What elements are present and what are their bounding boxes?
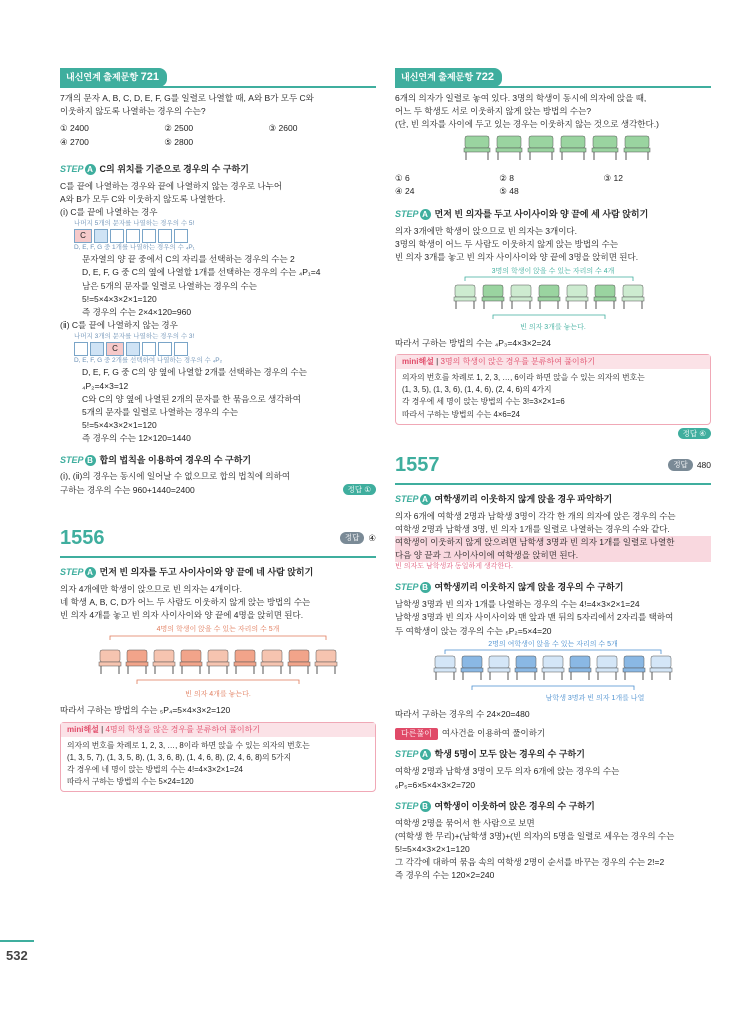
option: ④ 24 bbox=[395, 185, 415, 196]
box bbox=[174, 229, 188, 243]
chairs-figure-1557 bbox=[395, 638, 711, 704]
text-line: ₄P₂=4×3=12 bbox=[82, 380, 129, 391]
page-number-rule bbox=[0, 940, 34, 942]
answer-label: 정답 bbox=[347, 484, 363, 494]
chair-icon bbox=[515, 656, 537, 680]
chair-icon bbox=[434, 656, 456, 680]
page-number: 532 bbox=[6, 948, 28, 963]
text-span: 구하는 경우의 수는 960+1440=2400 bbox=[60, 484, 195, 495]
figure-caption-top: 3명의 학생이 앉을 수 있는 자리의 수 4개 bbox=[491, 267, 615, 275]
option: ② 8 bbox=[499, 172, 514, 183]
step-title: 여학생이 이웃하여 앉은 경우의 수 구하기 bbox=[434, 800, 595, 811]
text-line: A와 B가 모두 C와 이웃하지 않도록 나열한다. bbox=[60, 193, 226, 204]
box bbox=[126, 342, 140, 356]
box bbox=[94, 229, 108, 243]
step-tag: B bbox=[420, 582, 431, 593]
mini-title: 4명의 학생을 않은 경우를 분류하여 풀이하기 bbox=[105, 724, 261, 734]
text-line: 즉 경우의 수는 120×2=240 bbox=[395, 870, 495, 881]
text-line: C를 끝에 나열하는 경우와 끝에 나열하지 않는 경우로 나누어 bbox=[60, 180, 283, 191]
header-num: 722 bbox=[475, 71, 494, 83]
chairs-figure-1556 bbox=[60, 622, 376, 700]
other-title: 여사건을 이용하여 풀이하기 bbox=[441, 728, 546, 739]
highlight-line: 여학생이 이웃하지 않게 앉으려면 남학생 3명과 빈 의자 1개를 일렬로 나열한 bbox=[395, 536, 711, 549]
chair-icon bbox=[180, 650, 202, 674]
text-line: (여학생 한 무리)+(남학생 3명)+(빈 의자)의 5명을 일렬로 세우는 경우의 수는 bbox=[395, 830, 675, 841]
chair-icon bbox=[234, 650, 256, 674]
chair-group bbox=[99, 636, 337, 684]
chair-icon bbox=[461, 656, 483, 680]
step-tag: A bbox=[85, 567, 96, 578]
chair-icon bbox=[153, 650, 175, 674]
option: ③ 12 bbox=[603, 172, 623, 183]
chair-icon bbox=[288, 650, 310, 674]
step-tag: A bbox=[420, 209, 431, 220]
answer-value: ④ bbox=[368, 532, 376, 543]
box-c: C bbox=[74, 229, 92, 243]
step-tag: A bbox=[420, 494, 431, 505]
case-title: (ⅰ) C를 끝에 나열하는 경우 bbox=[60, 207, 158, 218]
chair-icon bbox=[99, 650, 121, 674]
text-line: 남학생 3명과 빈 의자 1개를 나열하는 경우의 수는 4!=4×3×2×1=24 bbox=[395, 599, 640, 610]
brace-line bbox=[137, 680, 299, 684]
chair-icon bbox=[594, 285, 616, 309]
step-tag: A bbox=[85, 164, 96, 175]
text-line bbox=[60, 484, 376, 497]
question-line: 6개의 의자가 일렬로 놓여 있다. 3명의 학생이 동시에 의자에 앉을 때, bbox=[395, 93, 647, 104]
step-title: 여학생끼리 이웃하지 않게 앉을 경우의 수 구하기 bbox=[434, 582, 624, 593]
diagram-caption: 나머지 3개의 문자를 나열하는 경우의 수 3! bbox=[74, 333, 195, 341]
text-line: 남학생 3명과 빈 의자 사이사이와 맨 앞과 맨 뒤의 5자리에서 2자리를 택하여 bbox=[395, 612, 674, 623]
brace-line bbox=[445, 650, 661, 654]
chair-icon bbox=[482, 285, 504, 309]
step-label: STEP bbox=[395, 209, 419, 220]
step-b-heading bbox=[395, 800, 711, 814]
other-solution-heading bbox=[395, 727, 711, 740]
text-line: 따라서 구하는 방법의 수는 4×6=24 bbox=[402, 409, 520, 419]
question-line: 이웃하지 않도록 나열하는 경우의 수는? bbox=[60, 106, 206, 117]
q722-header bbox=[395, 68, 711, 87]
text-line: 즉 경우의 수는 2×4×120=960 bbox=[82, 307, 192, 317]
chair-icon bbox=[623, 656, 645, 680]
box bbox=[126, 229, 140, 243]
figure-caption-top: 4명의 학생이 앉을 수 있는 자리의 수 5개 bbox=[156, 626, 280, 634]
diagram-caption: 나머지 5개의 문자를 나열하는 경우의 수 5! bbox=[74, 220, 195, 228]
text-line: 각 경우에 네 명이 앉는 방법의 수는 4!=4×3×2×1=24 bbox=[67, 765, 243, 775]
box bbox=[158, 342, 172, 356]
text-line: 각 경우에 세 명이 앉는 방법의 수는 3!=3×2×1=6 bbox=[402, 397, 565, 407]
text-line: 5개의 문자를 일렬로 나열하는 경우의 수는 bbox=[82, 406, 239, 417]
option: ① 6 bbox=[395, 172, 410, 183]
step-label: STEP bbox=[60, 566, 84, 577]
step-a-heading bbox=[60, 163, 376, 177]
mini-label: mini해설 bbox=[67, 724, 99, 734]
text-line: 5!=5×4×3×2×1=120 bbox=[395, 843, 470, 854]
figure-caption-top: 2명의 여학생이 앉을 수 있는 자리의 수 5개 bbox=[488, 640, 618, 648]
box bbox=[174, 342, 188, 356]
text-line: 의자의 번호를 차례로 1, 2, 3, …, 8이라 하면 앉을 수 있는 의자의 번호는 bbox=[67, 740, 310, 750]
step-label: STEP bbox=[395, 749, 419, 760]
chair-icon bbox=[315, 650, 337, 674]
chair-icon bbox=[596, 656, 618, 680]
answer-label: 정답 bbox=[668, 459, 693, 471]
header-num: 721 bbox=[140, 71, 159, 83]
step-b-heading bbox=[395, 581, 711, 595]
step-b-heading bbox=[60, 454, 376, 468]
q721-header bbox=[60, 68, 376, 87]
chair-icon bbox=[454, 285, 476, 309]
text-line: 의자 4개에만 학생이 앉으므로 빈 의자는 4개이다. bbox=[60, 583, 242, 594]
chair-group bbox=[454, 277, 644, 319]
step-label: STEP bbox=[60, 163, 84, 174]
options bbox=[395, 172, 711, 198]
question-line: 7개의 문자 A, B, C, D, E, F, G를 일렬로 나열할 때, A와 B가 모두 C와 bbox=[60, 93, 314, 104]
answer-label: 정답 bbox=[682, 428, 698, 438]
answer-badge bbox=[343, 484, 376, 496]
mini-header: mini해설 | 3명의 학생이 앉은 경우를 분류하여 풀이하기 bbox=[396, 355, 710, 369]
step-tag: B bbox=[420, 801, 431, 812]
step-a-heading bbox=[395, 748, 711, 762]
text-line: (1, 3, 5), (1, 3, 6), (1, 4, 6), (2, 4, 6)의 4가지 bbox=[402, 385, 552, 395]
chair-icon bbox=[542, 656, 564, 680]
figure-caption-bottom: 남학생 3명과 빈 의자 1개를 나열 bbox=[545, 694, 645, 702]
brace-line bbox=[493, 315, 605, 319]
chair-icon bbox=[510, 285, 532, 309]
text-line: 남은 5개의 문자를 일렬로 나열하는 경우의 수는 bbox=[82, 280, 257, 291]
chair-group bbox=[434, 650, 672, 690]
box bbox=[142, 342, 156, 356]
problem-1556-header bbox=[60, 523, 376, 558]
step-label: STEP bbox=[395, 493, 419, 504]
option: ⑤ 48 bbox=[499, 185, 519, 196]
chair-icon bbox=[569, 656, 591, 680]
text-line: 5!=5×4×3×2×1=120 bbox=[82, 293, 157, 304]
text-line: 여학생 2명과 남학생 3명이 모두 의자 6개에 앉는 경우의 수는 bbox=[395, 766, 620, 777]
figure-caption-bottom: 빈 의자 4개를 놓는다. bbox=[185, 691, 251, 699]
step-a-heading bbox=[60, 566, 376, 580]
brace-line bbox=[110, 636, 326, 640]
header-prefix: 내신연계 출제문항 bbox=[66, 72, 139, 82]
answer-label: 정답 bbox=[340, 532, 365, 544]
text-line: 네 학생 A, B, C, D가 어느 두 사람도 이웃하지 않게 앉는 방법의 수는 bbox=[60, 596, 311, 607]
text-line: 여학생 2명을 묶어서 한 사람으로 보면 bbox=[395, 817, 535, 828]
step-a-heading bbox=[395, 208, 711, 222]
case-title: (ⅱ) C를 끝에 나열하지 않는 경우 bbox=[60, 320, 178, 331]
step-title: 합의 법칙을 이용하여 경우의 수 구하기 bbox=[99, 454, 252, 465]
step-label: STEP bbox=[395, 800, 419, 811]
chair-icon bbox=[126, 650, 148, 674]
diagram-caption: D, E, F, G 중 2개를 선택하여 나열하는 경우의 수 ₄P₂ bbox=[74, 357, 223, 365]
chair-icon bbox=[566, 285, 588, 309]
option: ④ 2700 bbox=[60, 136, 89, 147]
text-line: ₆P₅=6×5×4×3×2=720 bbox=[395, 779, 476, 790]
mini-header: mini해설 | 4명의 학생을 않은 경우를 분류하여 풀이하기 bbox=[61, 723, 375, 737]
step-title: 먼저 빈 의자를 두고 사이사이와 양 끝에 세 사람 앉히기 bbox=[434, 209, 649, 220]
chair-icon bbox=[650, 656, 672, 680]
brace-line bbox=[465, 277, 633, 281]
case2-body bbox=[60, 366, 376, 445]
note: 빈 의자도 남학생과 동일하게 생각한다. bbox=[395, 563, 513, 571]
problem-number: 1557 bbox=[395, 453, 440, 476]
option: ① 2400 bbox=[60, 123, 89, 134]
left-column bbox=[60, 68, 376, 792]
answer-value: 480 bbox=[696, 459, 711, 470]
box bbox=[74, 342, 88, 356]
text-line: 문자열의 양 끝 중에서 C의 자리를 선택하는 경우의 수는 2 bbox=[82, 254, 295, 265]
box bbox=[158, 229, 172, 243]
text-line: 5!=5×4×3×2×1=120 bbox=[82, 420, 157, 431]
letter-boxes bbox=[74, 229, 376, 243]
step-tag: A bbox=[420, 749, 431, 760]
mini-explanation bbox=[395, 354, 711, 425]
text-line: D, E, F, G 중 C의 양 옆에 나열할 2개를 선택하는 경우의 수는 bbox=[82, 367, 307, 378]
question-line: 어느 두 학생도 서로 이웃하지 않게 앉는 방법의 수는? bbox=[395, 106, 592, 117]
step-title: 여학생끼리 이웃하지 않게 앉을 경우 파악하기 bbox=[434, 493, 613, 504]
text-line: 여학생 2명과 남학생 3명, 빈 의자 1개를 일렬로 나열하는 경우의 수와 같다. bbox=[395, 523, 670, 534]
problem-1557-header bbox=[395, 450, 711, 485]
box bbox=[110, 229, 124, 243]
answer-value: ① bbox=[364, 484, 371, 494]
answer-badge bbox=[678, 428, 711, 440]
letter-boxes bbox=[74, 342, 376, 356]
case1-body bbox=[60, 253, 376, 319]
options bbox=[60, 122, 376, 148]
step-a-heading bbox=[395, 493, 711, 507]
box-c: C bbox=[106, 342, 124, 356]
right-column bbox=[395, 68, 711, 882]
result-line: 따라서 구하는 방법의 수는 ₄P₃=4×3×2=24 bbox=[395, 337, 551, 348]
question-line: (단, 빈 의자를 사이에 두고 있는 경우는 이웃하지 않는 것으로 생각한다.) bbox=[395, 119, 659, 130]
text-line: 빈 의자 4개를 놓고 빈 의자 사이사이와 양 끝에 4명을 앉히면 된다. bbox=[60, 610, 304, 621]
diagram-caption: D, E, F, G 중 1개를 나열하는 경우의 수 ₄P₁ bbox=[74, 244, 195, 252]
step-title: C의 위치를 기준으로 경우의 수 구하기 bbox=[99, 163, 249, 174]
step-title: 먼저 빈 의자를 두고 사이사이와 양 끝에 네 사람 앉히기 bbox=[99, 566, 314, 577]
answer-value: ④ bbox=[699, 428, 706, 438]
text-line: (1, 3, 5, 7), (1, 3, 5, 8), (1, 3, 6, 8), (1, 4, 6, 8), (2, 4, 6, 8)의 5가지 bbox=[67, 753, 292, 763]
highlight-line: 다음 양 끝과 그 사이사이에 여학생을 앉히면 된다. bbox=[395, 549, 711, 562]
figure-caption-bottom: 빈 의자 3개를 놓는다. bbox=[520, 323, 586, 331]
chair-icon bbox=[207, 650, 229, 674]
mini-body bbox=[396, 369, 710, 423]
step-title: 학생 5명이 모두 앉는 경우의 수 구하기 bbox=[434, 749, 585, 760]
chair-icon bbox=[622, 285, 644, 309]
brace-line bbox=[472, 686, 634, 690]
result-line: 따라서 구하는 경우의 수 24×20=480 bbox=[395, 708, 530, 719]
chairs-figure-722 bbox=[395, 132, 711, 168]
option: ⑤ 2800 bbox=[164, 136, 194, 147]
option: ③ 2600 bbox=[268, 123, 298, 134]
mini-label: mini해설 bbox=[402, 356, 434, 366]
chair-group bbox=[464, 136, 650, 160]
chair-icon bbox=[538, 285, 560, 309]
box bbox=[90, 342, 104, 356]
text-line: 그 각각에 대하여 묶음 속의 여학생 2명이 순서를 바꾸는 경우의 수는 2!=2 bbox=[395, 857, 665, 868]
text-line: C와 C의 양 옆에 나열된 2개의 문자를 한 묶음으로 생각하여 bbox=[82, 393, 301, 404]
text-line: 빈 의자 3개를 놓고 빈 의자 사이사이와 양 끝에 3명을 앉히면 된다. bbox=[395, 252, 639, 263]
other-tag: 다른풀이 bbox=[395, 728, 438, 740]
chair-icon bbox=[592, 136, 618, 160]
text-line: D, E, F, G 중 C의 옆에 나열할 1개를 선택하는 경우의 수는 ₄P₁=4 bbox=[82, 267, 321, 278]
text-line: 의자 6개에 여학생 2명과 남학생 3명이 각각 한 개의 의자에 앉은 경우의 수는 bbox=[395, 510, 676, 521]
text-line: (ⅰ), (ⅱ)의 경우는 동시에 일어날 수 없으므로 합의 법칙에 의하여 bbox=[60, 471, 291, 482]
option: ② 2500 bbox=[164, 123, 194, 134]
step-label: STEP bbox=[60, 454, 84, 465]
text-line: 3명의 학생이 어느 두 사람도 이웃하지 않게 앉는 방법의 수는 bbox=[395, 239, 619, 250]
text-line: 즉 경우의 수는 12×120=1440 bbox=[82, 433, 191, 444]
chair-icon bbox=[528, 136, 554, 160]
chair-icon bbox=[261, 650, 283, 674]
header-prefix: 내신연계 출제문항 bbox=[401, 72, 474, 82]
step-tag: B bbox=[85, 455, 96, 466]
chair-icon bbox=[488, 656, 510, 680]
mini-explanation bbox=[60, 722, 376, 793]
box bbox=[142, 229, 156, 243]
chairs-figure-stepA bbox=[395, 265, 711, 333]
chair-icon bbox=[464, 136, 490, 160]
answer-line bbox=[395, 427, 711, 440]
text-line: 의자의 번호를 차례로 1, 2, 3, …, 6이라 하면 앉을 수 있는 의자의 번호는 bbox=[402, 373, 645, 383]
chair-icon bbox=[560, 136, 586, 160]
chair-icon bbox=[496, 136, 522, 160]
mini-title: 3명의 학생이 앉은 경우를 분류하여 풀이하기 bbox=[440, 356, 596, 366]
step-label: STEP bbox=[395, 582, 419, 593]
result-line: 따라서 구하는 방법의 수는 ₅P₄=5×4×3×2=120 bbox=[60, 705, 231, 716]
mini-body bbox=[61, 737, 375, 791]
text-line: 따라서 구하는 방법의 수는 5×24=120 bbox=[67, 777, 194, 787]
text-line: 의자 3개에만 학생이 앉으므로 빈 의자는 3개이다. bbox=[395, 226, 577, 237]
problem-number: 1556 bbox=[60, 526, 105, 549]
chair-icon bbox=[624, 136, 650, 160]
text-line: 두 여학생이 앉는 경우의 수는 ₅P₂=5×4=20 bbox=[395, 625, 552, 636]
